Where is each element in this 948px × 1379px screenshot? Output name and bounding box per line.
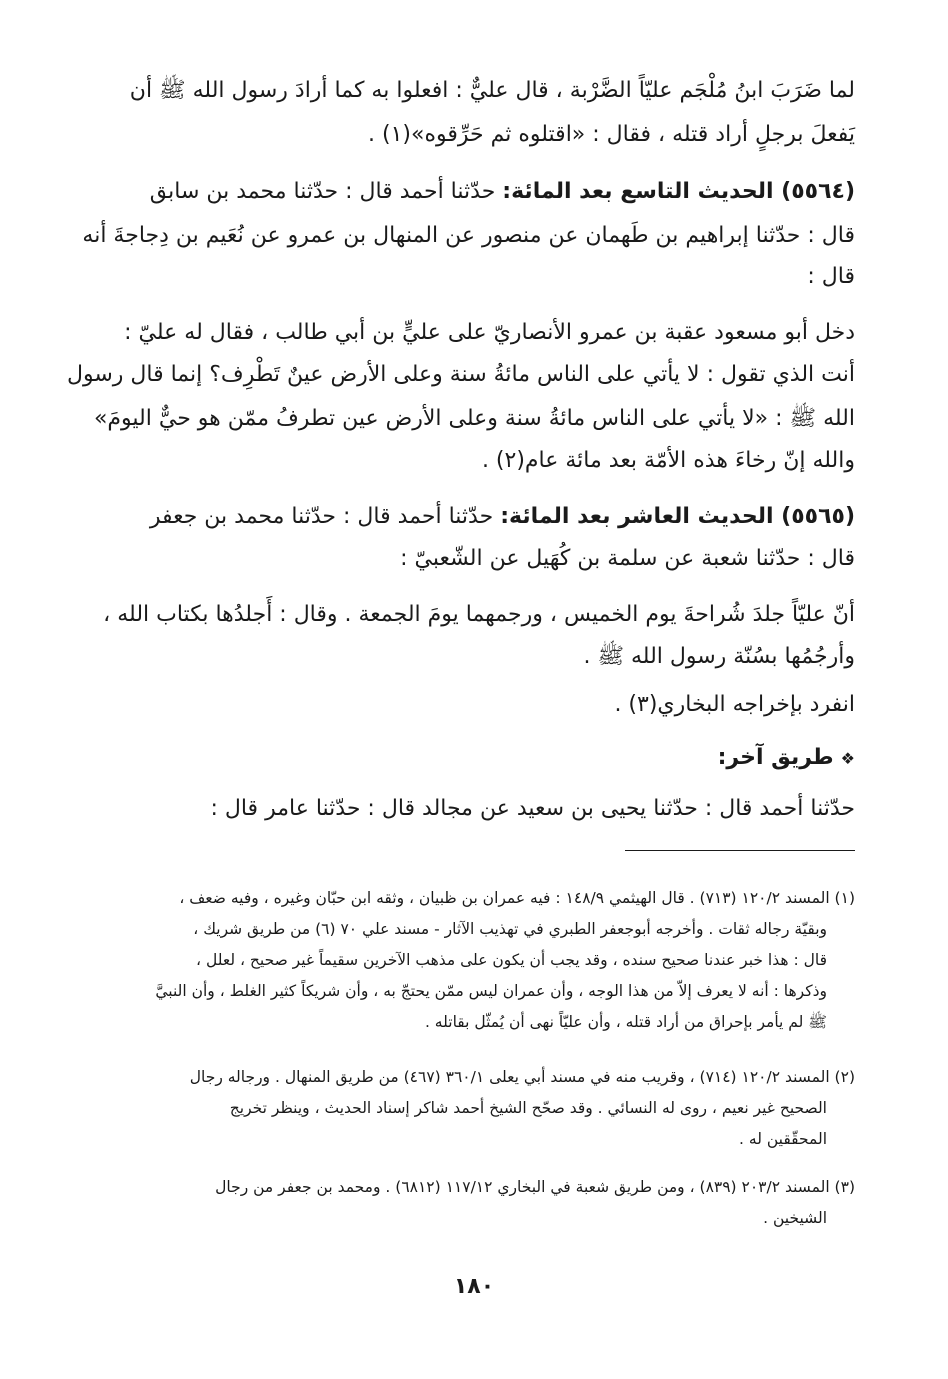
paragraph-line: انفرد بإخراجه البخاري(٣) . xyxy=(614,692,855,717)
paragraph-line: أنت الذي تقول : لا يأتي على الناس مائةُ سنة وعلى الأرض عينٌ تَطْرِف؟ إنما قال رسول xyxy=(66,362,855,387)
footnote-3: (٣) المسند ٢٠٣/٢ (٨٣٩) ، ومن طريق شعبة في البخاري ١١٧/١٢ (٦٨١٢) . ومحمد بن جعفر من رجال xyxy=(215,1178,855,1196)
footnote-2-line: الصحيح غير نعيم ، روى له النسائي . وقد صحّح الشيخ أحمد شاكر إسناد الحديث ، وينظر تخريج xyxy=(229,1099,827,1117)
sub-heading-text: طريق آخر: xyxy=(717,745,834,770)
footnote-1: (١) المسند ١٢٠/٢ (٧١٣) . قال الهيثمي ١٤٨/٩ : فيه عمران بن ظبيان ، وثقه ابن حبّان وغيره ، وفيه ضعف ، xyxy=(179,889,855,907)
paragraph-line: والله إنّ رخاءَ هذه الأمّة بعد مائة عام(٢) . xyxy=(481,448,855,473)
paragraph-line: الله ﷺ : «لا يأتي على الناس مائةُ سنة وعلى الأرض عين تطرفُ ممّن هو حيٌّ اليومَ» xyxy=(93,406,855,431)
paragraph-line: وأرجُمُها بسُنّة رسول الله ﷺ . xyxy=(583,644,855,669)
footnote-3-line: الشيخين . xyxy=(763,1209,827,1227)
sub-heading xyxy=(718,743,855,774)
hadith-chain-text: حدّثنا أحمد قال : حدّثنا محمد بن جعفر xyxy=(149,504,501,529)
footnote-1-line: وبقيّة رجاله ثقات . وأخرجه أبوجعفر الطبري في تهذيب الآثار - مسند علي ٧٠ (٦) من طريق شريك ، xyxy=(193,920,827,938)
paragraph-line: قال : حدّثنا شعبة عن سلمة بن كُهَيل عن الشّعبيّ : xyxy=(400,546,855,571)
paragraph-line: يَفعلَ برجلٍ أراد قتله ، فقال : «اقتلوه ثم حَرِّقوه»(١) . xyxy=(368,122,855,147)
hadith-heading: (٥٥٦٥) الحديث العاشر بعد المائة: xyxy=(500,504,855,529)
hadith-heading: (٥٥٦٤) الحديث التاسع بعد المائة: xyxy=(502,179,855,204)
footnote-1-line: ﷺ لم يأمر بإحراق من أراد قتله ، وأن عليّاً نهى أن يُمثّل بقاتله . xyxy=(424,1013,827,1031)
paragraph-line: لما ضَرَبَ ابنُ مُلْجَم عليّاً الضَّرْبة ، قال عليٌّ : افعلوا به كما أرادَ رسول الله ﷺ أن xyxy=(129,78,855,103)
footnote-1-line: قال : هذا خبر عندنا صحيح سنده ، وقد يجب أن يكون على مذهب الآخرين سقيماً غير صحيح ، لعلل ، xyxy=(196,951,827,969)
paragraph-line: قال : حدّثنا إبراهيم بن طَهمان عن منصور عن المنهال بن عمرو عن نُعَيم بن دِجاجةَ أنه xyxy=(82,223,855,248)
page-number: ١٨٠ xyxy=(453,1274,495,1299)
paragraph-line: قال : xyxy=(807,264,855,289)
paragraph-line: حدّثنا أحمد قال : حدّثنا يحيى بن سعيد عن مجالد قال : حدّثنا عامر قال : xyxy=(210,796,855,821)
footnote-1-line: وذكرها : أنه لا يعرف إلاّ من هذا الوجه ، وأن عمران ليس ممّن يحتجّ به ، وأن شريكاً كثير الغلط ، وأن النبيَّ xyxy=(155,982,827,1000)
paragraph-line: دخل أبو مسعود عقبة بن عمرو الأنصاريّ على عليٍّ بن أبي طالب ، فقال له عليّ : xyxy=(124,320,855,345)
hadith-chain-text: حدّثنا أحمد قال : حدّثنا محمد بن سابق xyxy=(149,179,503,204)
paragraph-line: أنّ عليّاً جلدَ شُراحةَ يوم الخميس ، ورجمهما يومَ الجمعة . وقال : أَجلدُها بكتاب الله ، xyxy=(103,602,855,627)
footnote-2: (٢) المسند ١٢٠/٢ (٧١٤) ، وقريب منه في مسند أبي يعلى ٣٦٠/١ (٤٦٧) من طريق المنهال . ورجاله رجال xyxy=(189,1068,855,1086)
footnote-separator xyxy=(625,850,855,851)
footnote-2-line: المحقّقين له . xyxy=(739,1130,827,1148)
hadith-5564-line xyxy=(150,177,855,207)
diamond-bullet-icon: ❖ xyxy=(840,749,855,768)
hadith-5565-line xyxy=(150,502,855,532)
